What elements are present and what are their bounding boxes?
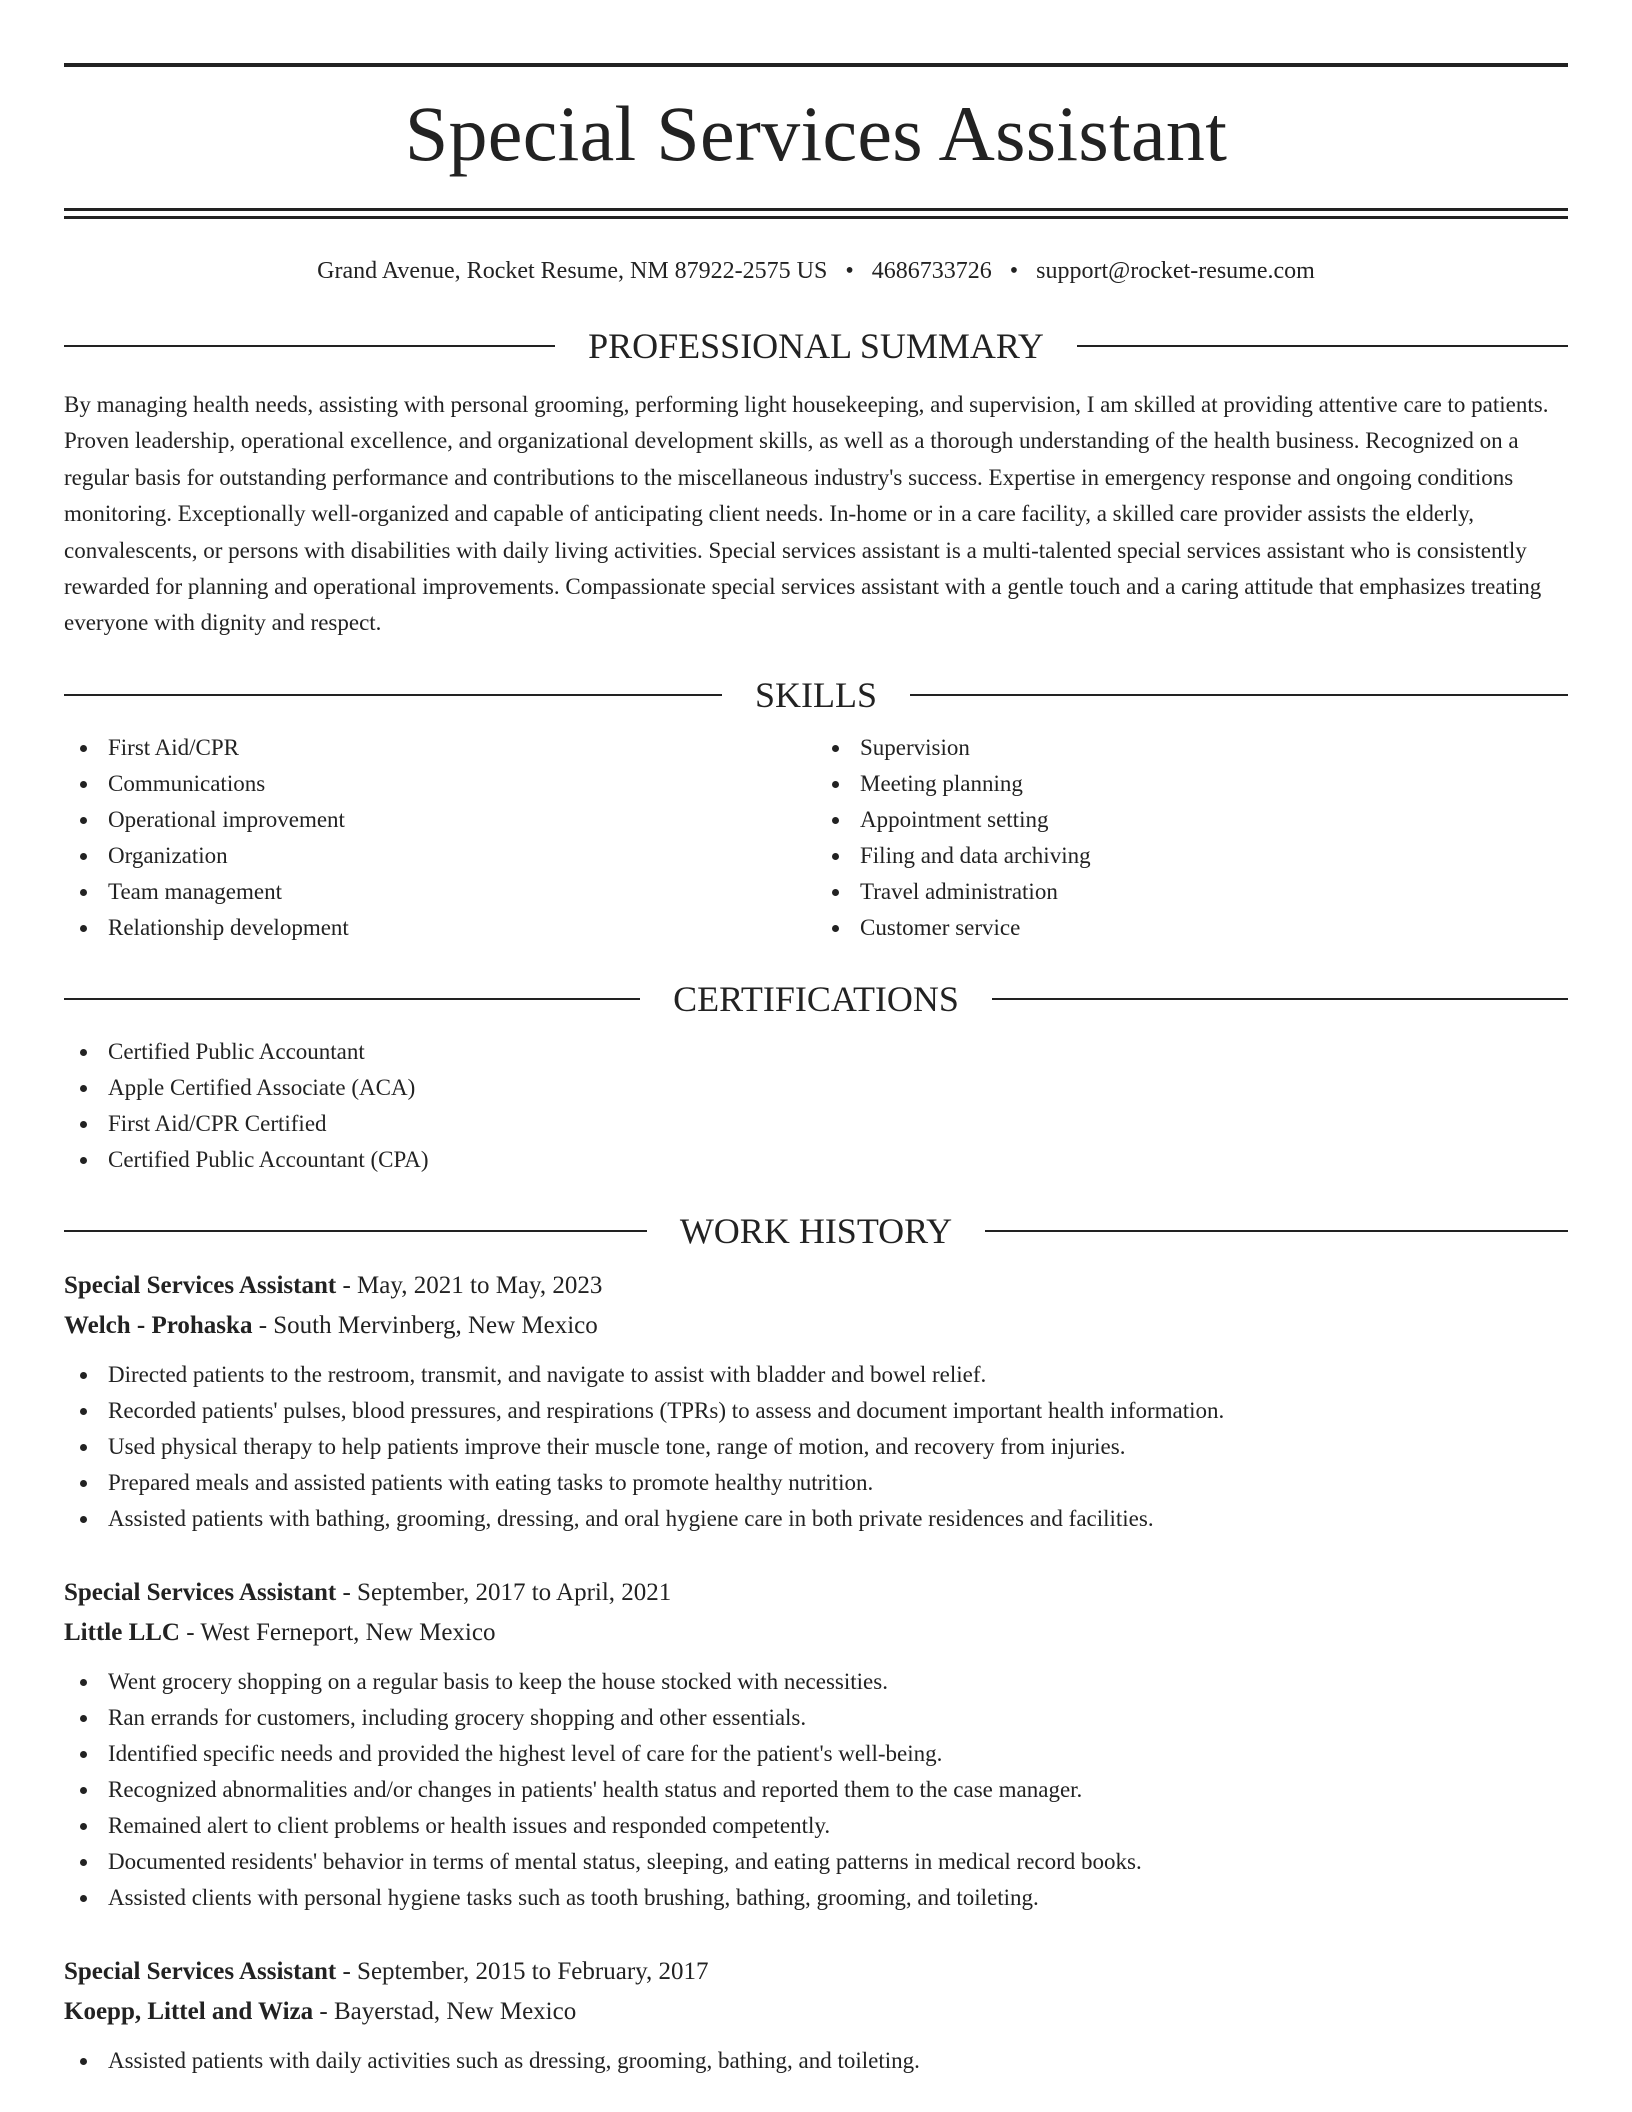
job-duty: Assisted clients with personal hygiene tasks such as tooth brushing, bathing, grooming, and toileting. <box>64 1880 1568 1916</box>
job-duty: Remained alert to client problems or health issues and responded competently. <box>64 1808 1568 1844</box>
skill-item: First Aid/CPR <box>64 730 816 766</box>
contact-separator: • <box>845 258 854 284</box>
skills-columns <box>64 730 1568 946</box>
job-duty: Directed patients to the restroom, transmit, and navigate to assist with bladder and bowel relief. <box>64 1357 1568 1393</box>
heading-rule-right <box>910 694 1568 696</box>
section-title: SKILLS <box>755 674 878 715</box>
job-location: Bayerstad, New Mexico <box>333 1997 577 2025</box>
certification-item: Certified Public Accountant <box>64 1034 1568 1070</box>
heading-rule-right <box>985 1230 1568 1232</box>
section-heading-work-history <box>64 1211 1568 1251</box>
job-dash: - <box>336 1957 358 1985</box>
job-dates: May, 2021 to May, 2023 <box>357 1271 603 1299</box>
job-duty: Recorded patients' pulses, blood pressures, and respirations (TPRs) to assess and document important health information. <box>64 1393 1568 1429</box>
job-duty: Went grocery shopping on a regular basis to keep the house stocked with necessities. <box>64 1664 1568 1700</box>
job-duty: Assisted patients with daily activities such as dressing, grooming, bathing, and toileting. <box>64 2043 1568 2079</box>
skill-item: Filing and data archiving <box>816 838 1568 874</box>
job-location: South Mervinberg, New Mexico <box>273 1311 598 1339</box>
heading-rule-left <box>64 345 555 347</box>
job-title: Special Services Assistant <box>64 1271 337 1299</box>
job-dash: - <box>252 1311 274 1339</box>
job-duty: Ran errands for customers, including grocery shopping and other essentials. <box>64 1700 1568 1736</box>
job-dates: September, 2017 to April, 2021 <box>357 1578 672 1606</box>
skill-item: Organization <box>64 838 816 874</box>
job-duty: Used physical therapy to help patients improve their muscle tone, range of motion, and recovery from injuries. <box>64 1429 1568 1465</box>
candidate-name: Special Services Assistant <box>404 90 1228 177</box>
job-title-line <box>64 1266 1568 1306</box>
job-title: Special Services Assistant <box>64 1957 337 1985</box>
summary-text: By managing health needs, assisting with personal grooming, performing light housekeeping, and supervision, I am skilled at providing attentive care to patients. Proven leadership, operational excellence, and organizational development skills, as well as a thorough understanding of the health business. Recognized on a regular basis for outstanding performance and contributions to the miscellaneous industry's success. Expertise in emergency response and ongoing conditions monitoring. Exceptionally well-organized and capable of anticipating client needs. In-home or in a care facility, a skilled care provider assists the elderly, convalescents, or persons with disabilities with daily living activities. Special services assistant is a multi-talented special services assistant who is consistently rewarded for planning and operational improvements. Compassionate special services assistant with a gentle touch and a caring attitude that emphasizes treating everyone with dignity and respect. <box>64 392 1549 636</box>
skill-item: Communications <box>64 766 816 802</box>
job-entry <box>64 1952 1568 2079</box>
contact-address: Grand Avenue, Rocket Resume, NM 87922-2575 US <box>317 258 828 284</box>
skill-item: Customer service <box>816 910 1568 946</box>
contact-line <box>64 256 1568 286</box>
section-title: PROFESSIONAL SUMMARY <box>588 326 1044 366</box>
section-heading-skills <box>64 675 1568 715</box>
job-duty: Recognized abnormalities and/or changes in patients' health status and reported them to the case manager. <box>64 1772 1568 1808</box>
section-title: CERTIFICATIONS <box>673 978 959 1019</box>
job-duty: Assisted patients with bathing, grooming, dressing, and oral hygiene care in both private residences and facilities. <box>64 1501 1568 1537</box>
contact-separator: • <box>1009 258 1019 284</box>
certifications-list <box>64 1034 1568 1178</box>
certification-item: Certified Public Accountant (CPA) <box>64 1142 1568 1178</box>
heading-rule-left <box>64 998 640 1000</box>
skill-item: Operational improvement <box>64 802 816 838</box>
contact-phone: 4686733726 <box>871 258 992 284</box>
job-dash: - <box>336 1578 358 1606</box>
job-company: Little LLC <box>64 1618 180 1646</box>
job-location: West Ferneport, New Mexico <box>200 1618 496 1646</box>
skill-item: Team management <box>64 874 816 910</box>
skills-list-right <box>816 730 1568 946</box>
job-company-line <box>64 1613 1568 1653</box>
job-duties-list <box>64 1664 1568 1916</box>
job-company-line <box>64 1992 1568 2032</box>
job-duties-list <box>64 1357 1568 1537</box>
job-dash: - <box>336 1271 358 1299</box>
job-title: Special Services Assistant <box>64 1578 337 1606</box>
job-dates: September, 2015 to February, 2017 <box>357 1957 709 1985</box>
job-company: Koepp, Littel and Wiza <box>64 1997 314 2025</box>
job-entry <box>64 1266 1568 1537</box>
job-duties-list <box>64 2043 1568 2079</box>
skill-item: Supervision <box>816 730 1568 766</box>
heading-rule-right <box>992 998 1568 1000</box>
skill-item: Appointment setting <box>816 802 1568 838</box>
job-company-line <box>64 1306 1568 1346</box>
job-duty: Identified specific needs and provided the highest level of care for the patient's well-being. <box>64 1736 1568 1772</box>
section-title: WORK HISTORY <box>679 1210 953 1251</box>
skill-item: Travel administration <box>816 874 1568 910</box>
job-duty: Documented residents' behavior in terms of mental status, sleeping, and eating patterns in medical record books. <box>64 1844 1568 1880</box>
skill-item: Meeting planning <box>816 766 1568 802</box>
contact-email: support@rocket-resume.com <box>1036 258 1315 284</box>
job-title-line <box>64 1952 1568 1992</box>
section-heading-certifications <box>64 979 1568 1019</box>
heading-rule-left <box>64 1230 647 1232</box>
skills-list-left <box>64 730 816 946</box>
certification-item: First Aid/CPR Certified <box>64 1106 1568 1142</box>
skill-item: Relationship development <box>64 910 816 946</box>
job-title-line <box>64 1573 1568 1613</box>
job-company: Welch - Prohaska <box>64 1311 253 1339</box>
job-dash: - <box>179 1618 201 1646</box>
job-duty: Prepared meals and assisted patients with eating tasks to promote healthy nutrition. <box>64 1465 1568 1501</box>
job-entry <box>64 1573 1568 1916</box>
heading-rule-left <box>64 694 722 696</box>
double-rule <box>64 208 1568 219</box>
job-dash: - <box>313 1997 334 2025</box>
certification-item: Apple Certified Associate (ACA) <box>64 1070 1568 1106</box>
heading-rule-right <box>1077 345 1568 347</box>
section-heading-summary <box>64 326 1568 366</box>
